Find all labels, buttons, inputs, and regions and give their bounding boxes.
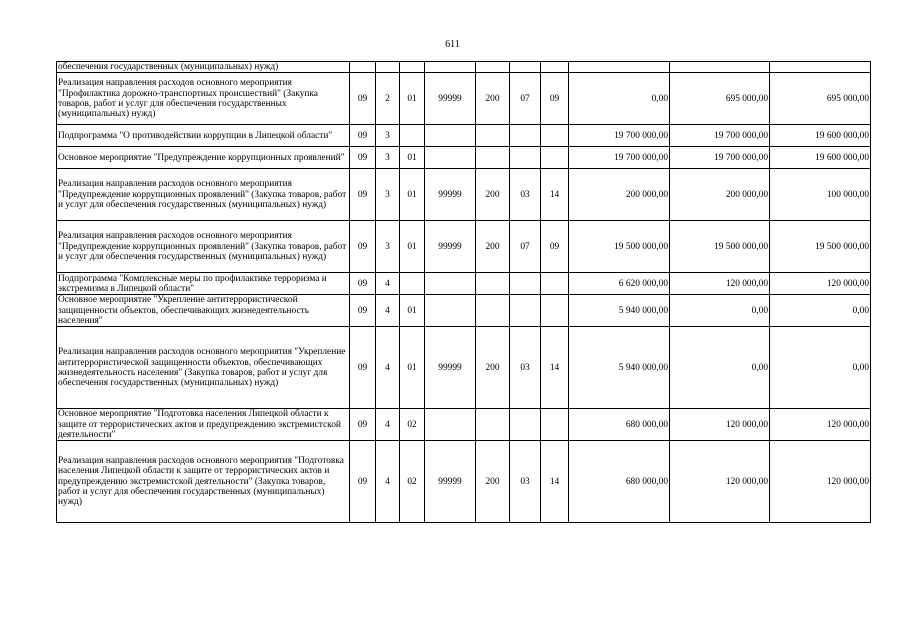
row-description: Реализация направления расходов основного мероприятия "Предупреждение коррупционных проявлений" (Закупка товаров, работ и услуг для обеспечения государственных (муниципальных) нужд)	[57, 169, 350, 221]
program-code	[350, 62, 376, 73]
amount-year-2: 19 700 000,00	[670, 125, 770, 147]
table-row	[57, 62, 871, 73]
subsection-code	[541, 409, 569, 441]
amount-year-2: 0,00	[670, 327, 770, 409]
amount-year-2: 19 500 000,00	[670, 221, 770, 273]
section-code	[510, 409, 541, 441]
row-description: Основное мероприятие "Предупреждение коррупционных проявлений"	[57, 147, 350, 169]
expense-type-code: 200	[476, 221, 510, 273]
subsection-code	[541, 273, 569, 295]
table-row	[57, 147, 871, 169]
subsection-code	[541, 125, 569, 147]
amount-year-2: 200 000,00	[670, 169, 770, 221]
budget-table	[56, 61, 871, 523]
subsection-code: 09	[541, 221, 569, 273]
main-activity-code: 01	[400, 327, 425, 409]
subprogram-code: 4	[376, 273, 400, 295]
expense-direction-code	[425, 409, 476, 441]
row-description: обеспечения государственных (муниципальных) нужд)	[57, 62, 350, 73]
subsection-code: 14	[541, 169, 569, 221]
amount-year-2: 695 000,00	[670, 73, 770, 125]
row-description: Подпрограмма "О противодействии коррупции в Липецкой области"	[57, 125, 350, 147]
table-row	[57, 125, 871, 147]
subprogram-code: 3	[376, 125, 400, 147]
row-description: Реализация направления расходов основного мероприятия "Профилактика дорожно-транспортных происшествий" (Закупка товаров, работ и услуг для обеспечения государственных (муниципальных) нужд)	[57, 73, 350, 125]
table-row	[57, 441, 871, 523]
amount-year-3: 120 000,00	[770, 441, 871, 523]
table-row	[57, 73, 871, 125]
amount-year-3: 695 000,00	[770, 73, 871, 125]
amount-year-1: 19 500 000,00	[569, 221, 670, 273]
amount-year-3: 19 500 000,00	[770, 221, 871, 273]
amount-year-1: 19 700 000,00	[569, 147, 670, 169]
section-code: 07	[510, 221, 541, 273]
row-description: Основное мероприятие "Укрепление антитеррористической защищенности объектов, обеспечивающих жизнедеятельность населения"	[57, 295, 350, 327]
amount-year-1: 200 000,00	[569, 169, 670, 221]
amount-year-3: 0,00	[770, 295, 871, 327]
amount-year-3: 19 600 000,00	[770, 125, 871, 147]
row-description: Реализация направления расходов основного мероприятия "Предупреждение коррупционных проявлений" (Закупка товаров, работ и услуг для обеспечения государственных (муниципальных) нужд)	[57, 221, 350, 273]
expense-type-code: 200	[476, 169, 510, 221]
expense-type-code	[476, 295, 510, 327]
amount-year-3: 0,00	[770, 327, 871, 409]
amount-year-1: 0,00	[569, 73, 670, 125]
table-row	[57, 327, 871, 409]
amount-year-2: 120 000,00	[670, 273, 770, 295]
section-code: 03	[510, 327, 541, 409]
subsection-code: 09	[541, 73, 569, 125]
section-code	[510, 147, 541, 169]
amount-year-1: 680 000,00	[569, 409, 670, 441]
main-activity-code: 02	[400, 441, 425, 523]
program-code: 09	[350, 169, 376, 221]
expense-direction-code: 99999	[425, 441, 476, 523]
subsection-code	[541, 62, 569, 73]
subprogram-code: 3	[376, 169, 400, 221]
table-row	[57, 273, 871, 295]
section-code	[510, 295, 541, 327]
section-code: 03	[510, 169, 541, 221]
program-code: 09	[350, 125, 376, 147]
expense-direction-code: 99999	[425, 169, 476, 221]
amount-year-1: 19 700 000,00	[569, 125, 670, 147]
expense-direction-code	[425, 273, 476, 295]
expense-direction-code	[425, 125, 476, 147]
amount-year-1: 5 940 000,00	[569, 327, 670, 409]
main-activity-code: 01	[400, 147, 425, 169]
program-code: 09	[350, 73, 376, 125]
program-code: 09	[350, 295, 376, 327]
row-description: Реализация направления расходов основного мероприятия "Подготовка населения Липецкой области к защите от террористических актов и предупреждению экстремистской деятельности" (Закупка товаров, работ и услуг для обеспечения государственных (муниципальных) нужд)	[57, 441, 350, 523]
expense-type-code: 200	[476, 441, 510, 523]
amount-year-3: 19 600 000,00	[770, 147, 871, 169]
row-description: Основное мероприятие "Подготовка населения Липецкой области к защите от террористических актов и предупреждению экстремистской деятельности"	[57, 409, 350, 441]
page-number: 611	[445, 39, 460, 50]
subprogram-code: 4	[376, 295, 400, 327]
table-row	[57, 221, 871, 273]
table-body	[57, 62, 871, 523]
section-code	[510, 125, 541, 147]
amount-year-3	[770, 62, 871, 73]
program-code: 09	[350, 441, 376, 523]
main-activity-code	[400, 125, 425, 147]
subsection-code: 14	[541, 327, 569, 409]
expense-type-code: 200	[476, 73, 510, 125]
amount-year-1: 6 620 000,00	[569, 273, 670, 295]
table-row	[57, 295, 871, 327]
amount-year-1: 680 000,00	[569, 441, 670, 523]
subprogram-code: 3	[376, 221, 400, 273]
amount-year-3: 120 000,00	[770, 409, 871, 441]
section-code: 03	[510, 441, 541, 523]
program-code: 09	[350, 273, 376, 295]
table-row	[57, 169, 871, 221]
row-description: Реализация направления расходов основного мероприятия "Укрепление антитеррористической защищенности объектов, обеспечивающих жизнедеятельность населения" (Закупка товаров, работ и услуг для обеспечения государственных (муниципальных) нужд)	[57, 327, 350, 409]
amount-year-3: 120 000,00	[770, 273, 871, 295]
program-code: 09	[350, 409, 376, 441]
subsection-code	[541, 295, 569, 327]
expense-type-code	[476, 125, 510, 147]
amount-year-2	[670, 62, 770, 73]
subprogram-code: 4	[376, 409, 400, 441]
expense-direction-code	[425, 62, 476, 73]
expense-direction-code	[425, 295, 476, 327]
expense-type-code	[476, 273, 510, 295]
expense-type-code: 200	[476, 327, 510, 409]
subprogram-code: 4	[376, 441, 400, 523]
section-code	[510, 273, 541, 295]
amount-year-1: 5 940 000,00	[569, 295, 670, 327]
expense-direction-code	[425, 147, 476, 169]
subsection-code	[541, 147, 569, 169]
main-activity-code: 02	[400, 409, 425, 441]
expense-direction-code: 99999	[425, 73, 476, 125]
amount-year-2: 120 000,00	[670, 441, 770, 523]
main-activity-code	[400, 62, 425, 73]
expense-type-code	[476, 147, 510, 169]
program-code: 09	[350, 147, 376, 169]
program-code: 09	[350, 221, 376, 273]
amount-year-2: 0,00	[670, 295, 770, 327]
section-code: 07	[510, 73, 541, 125]
amount-year-2: 120 000,00	[670, 409, 770, 441]
subprogram-code: 4	[376, 327, 400, 409]
main-activity-code	[400, 273, 425, 295]
table-row	[57, 409, 871, 441]
main-activity-code: 01	[400, 221, 425, 273]
subprogram-code: 3	[376, 147, 400, 169]
main-activity-code: 01	[400, 169, 425, 221]
expense-type-code	[476, 409, 510, 441]
amount-year-2: 19 700 000,00	[670, 147, 770, 169]
expense-type-code	[476, 62, 510, 73]
amount-year-1	[569, 62, 670, 73]
expense-direction-code: 99999	[425, 327, 476, 409]
amount-year-3: 100 000,00	[770, 169, 871, 221]
subprogram-code: 2	[376, 73, 400, 125]
section-code	[510, 62, 541, 73]
main-activity-code: 01	[400, 73, 425, 125]
expense-direction-code: 99999	[425, 221, 476, 273]
subsection-code: 14	[541, 441, 569, 523]
program-code: 09	[350, 327, 376, 409]
main-activity-code: 01	[400, 295, 425, 327]
row-description: Подпрограмма "Комплексные меры по профилактике терроризма и экстремизма в Липецкой области"	[57, 273, 350, 295]
subprogram-code	[376, 62, 400, 73]
